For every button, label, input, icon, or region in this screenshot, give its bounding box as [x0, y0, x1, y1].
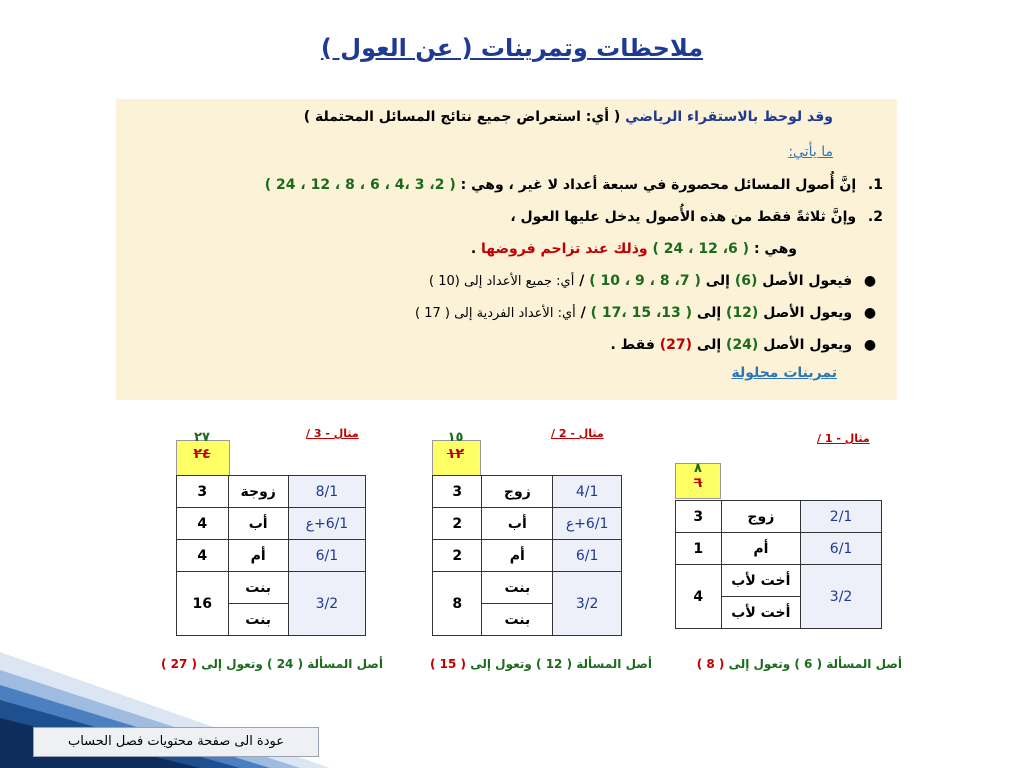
solved-exercises-link[interactable]: تمرينات محلولة [731, 365, 837, 381]
table-row: 6/1+ع أب 2 [433, 508, 622, 540]
table-row: 3/2 بنت 8 [433, 572, 622, 604]
example-table [176, 475, 366, 636]
notes-panel [116, 99, 897, 400]
table-row: أخت لأب [676, 597, 882, 629]
back-to-contents-button[interactable]: عودة الى صفحة محتويات فصل الحساب [33, 727, 319, 757]
example-label: مثال - 1 / [817, 432, 870, 445]
bullet-dot: ● [863, 273, 877, 289]
table-row: بنت [177, 604, 366, 636]
bullet-dot: ● [863, 305, 877, 321]
awl-result: ٨ ٦ [693, 461, 703, 491]
point-number: 2. [867, 209, 883, 225]
example-table [675, 500, 882, 629]
intro-line [304, 109, 833, 125]
example-label: مثال - 3 / [306, 427, 359, 440]
table-row: 6/1+ع أب 4 [177, 508, 366, 540]
table-row: 6/1 أم 4 [177, 540, 366, 572]
which-note: وذلك عند تزاحم فروضها [481, 241, 648, 257]
table-row: 4/1 زوج 3 [433, 476, 622, 508]
bullet-row: ● ويعول الأصل (12) إلى ( 13، 15 ،17 ) / أي: الأعداد الفردية إلى ( 17 ) [415, 305, 883, 321]
intro-link[interactable]: ما يأتي: [788, 144, 833, 160]
awl-values: ( 6، 12 ، 24 ) [652, 241, 750, 257]
table-row: 3/2 أخت لأب 4 [676, 565, 882, 597]
point-2: 2. وإنَّ ثلاثةً فقط من هذه الأُصول يدخل عليها العول ، [510, 209, 883, 225]
point-1: 1. إنَّ أُصول المسائل محصورة في سبعة أعداد لا غير ، وهي : ( 2، 3 ،4 ، 6 ، 8 ، 12 ، 24 ) [264, 177, 883, 193]
bullet-dot: ● [863, 337, 877, 353]
table-row: بنت [433, 604, 622, 636]
bullet-row: ● فيعول الأصل (6) إلى ( 7، 8 ، 9 ، 10 ) / أي: جميع الأعداد إلى (10 ) [429, 273, 883, 289]
intro-aside: ( أي: استعراض جميع نتائج المسائل المحتملة ) [303, 109, 621, 125]
table-row: 6/1 أم 1 [676, 533, 882, 565]
example-caption: أصل المسألة ( 6 ) وتعول إلى ( 8 ) [696, 657, 902, 671]
page-title: ملاحظات وتمرينات ( عن العول ) [320, 34, 704, 62]
example-label: مثال - 2 / [551, 427, 604, 440]
table-row: 8/1 زوجة 3 [177, 476, 366, 508]
example-caption: أصل المسألة ( 24 ) وتعول إلى ( 27 ) [161, 657, 383, 671]
awl-result: ٢٧ ٢٤ [193, 430, 211, 462]
table-row: 6/1 أم 2 [433, 540, 622, 572]
table-row: 3/2 بنت 16 [177, 572, 366, 604]
table-row: 2/1 زوج 3 [676, 501, 882, 533]
example-caption: أصل المسألة ( 12 ) وتعول إلى ( 15 ) [430, 657, 652, 671]
awl-result: ١٥ ١٢ [446, 430, 465, 462]
which-line: وهي : ( 6، 12 ، 24 ) وذلك عند تزاحم فروضها . [470, 241, 797, 257]
asl-values: ( 2، 3 ،4 ، 6 ، 8 ، 12 ، 24 ) [264, 177, 456, 193]
example-table [432, 475, 622, 636]
point-number: 1. [867, 177, 883, 193]
bullet-row: ● ويعول الأصل (24) إلى (27) فقط . [610, 337, 883, 353]
intro-main: وقد لوحظ بالاستقراء الرياضي [625, 109, 833, 125]
